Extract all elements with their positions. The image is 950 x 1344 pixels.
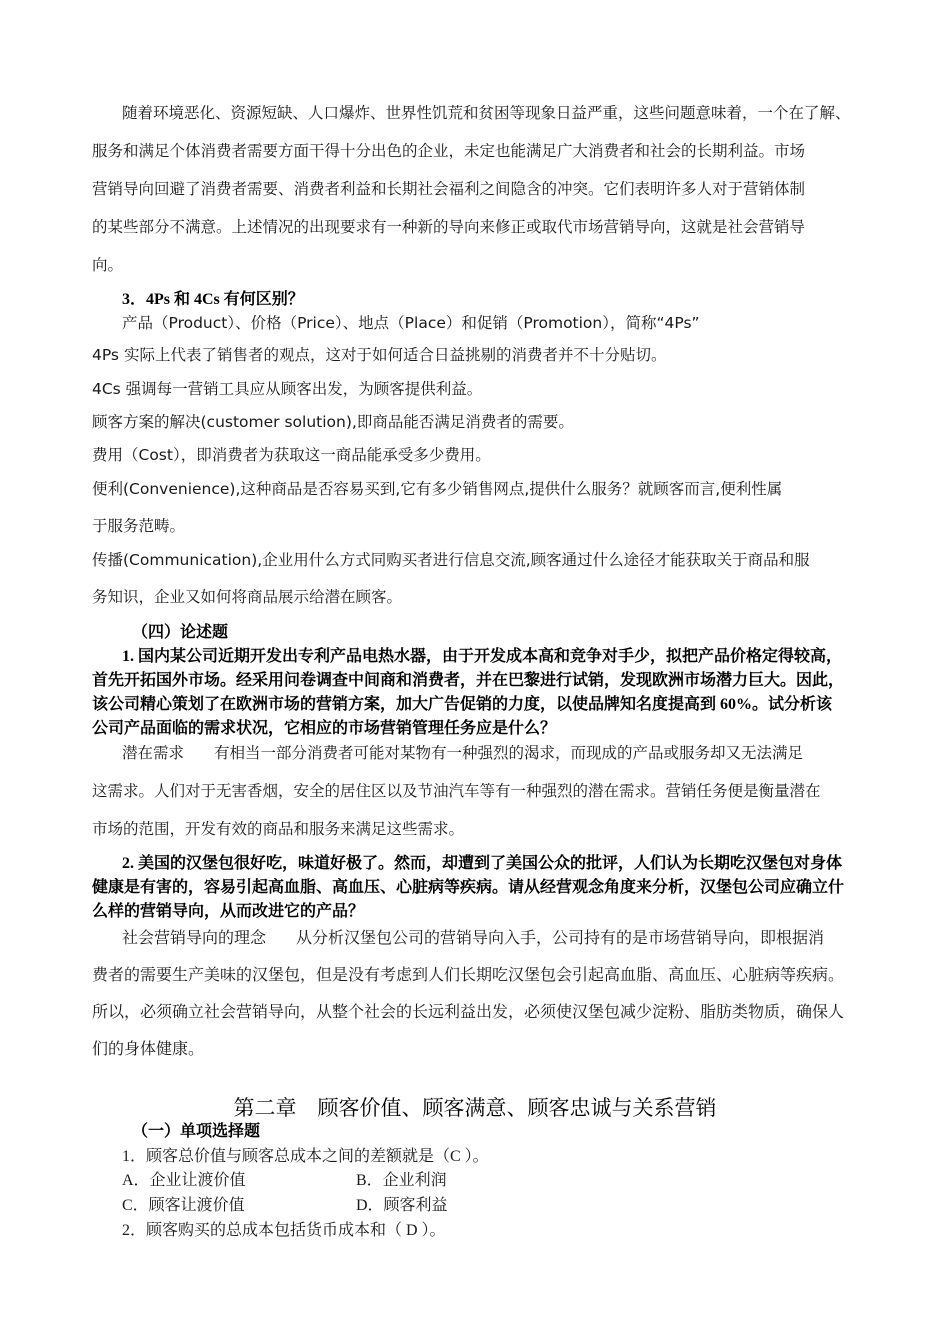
question-line: 2. 美国的汉堡包很好吃，味道好极了。然而，却遭到了美国公众的批评，人们认为长期吃汉堡包对身体 [122,855,843,872]
question-line: 1．顾客总价值与顾客总成本之间的差额就是（C ）。 [122,1148,489,1165]
paragraph-line: 向。 [92,256,124,274]
paragraph-line: 的某些部分不满意。上述情况的出现要求有一种新的导向来修正或取代市场营销导向，这就是社会营销导 [92,218,806,236]
paragraph-line: 随着环境恶化、资源短缺、人口爆炸、世界性饥荒和贫困等现象日益严重，这些问题意味着，一个在了解、 [122,104,851,122]
answer-label: 潜在需求 [122,744,185,762]
question-line: 2．顾客购买的总成本包括货币成本和（ D ）。 [122,1222,446,1239]
question-line: 公司产品面临的需求状况，它相应的市场营销管理任务应是什么？ [92,720,557,737]
answer-line: 顾客方案的解决(customer solution),即商品能否满足消费者的需要。 [92,413,574,431]
question-line: 健康是有害的，容易引起高血脂、高血压、心脏病等疾病。请从经营观念角度来分析，汉堡包公司应确立什 [92,879,845,896]
answer-line: 便利(Convenience),这种商品是否容易买到,它有多少销售网点,提供什么服务？就顾客而言,便利性属 [92,480,783,498]
question-line: 么样的营销导向，从而改进它的产品？ [92,903,365,920]
answer-line: 4Ps 实际上代表了销售者的观点，这对于如何适合日益挑剔的消费者并不十分贴切。 [92,346,667,364]
section-heading: （四）论述题 [132,624,229,641]
question-title: 3．4Ps 和 4Cs 有何区别？ [122,291,304,308]
answer-line: 费用（Cost），即消费者为获取这一商品能承受多少费用。 [92,446,491,464]
answer-line: 所以，必须确立社会营销导向，从整个社会的长远利益出发，必须使汉堡包减少淀粉、脂肪类物质，确保人 [92,1004,845,1021]
answer-line: 费者的需要生产美味的汉堡包，但是没有考虑到人们长期吃汉堡包会引起高血脂、高血压、心脏病等疾病。 [92,967,845,984]
answer-label: 社会营销导向的理念 [122,930,267,947]
answer-text: 从分析汉堡包公司的营销导向入手，公司持有的是市场营销导向，即根据消 [296,930,825,947]
question-line: 1. 国内某公司近期开发出专利产品电热水器，由于开发成本高和竞争对手少，拟把产品价格定得较高， [122,648,843,665]
option-a: A．企业让渡价值 [122,1172,246,1189]
paragraph-line: 服务和满足个体消费者需要方面干得十分出色的企业，未定也能满足广大消费者和社会的长期利益。市场 [92,142,806,160]
answer-line: 传播(Communication),企业用什么方式同购买者进行信息交流,顾客通过什么途径才能获取关于商品和服 [92,551,810,569]
option-b: B．企业利润 [356,1172,447,1189]
answer-line: 这需求。人们对于无害香烟，安全的居住区以及节油汽车等有一种强烈的潜在需求。营销任务便是衡量潜在 [92,782,821,800]
answer-line: 4Cs 强调每一营销工具应从顾客出发，为顾客提供利益。 [92,380,483,398]
answer-line: 市场的范围，开发有效的商品和服务来满足这些需求。 [92,820,465,838]
section-heading: （一）单项选择题 [132,1123,261,1140]
option-c: C．顾客让渡价值 [122,1197,245,1214]
answer-line: 于服务范畴。 [92,517,186,535]
question-line: 首先开拓国外市场。经采用问卷调查中间商和消费者，并在巴黎进行试销，发现欧洲市场潜力巨大。因此， [92,672,845,689]
chapter-title: 第二章 顾客价值、顾客满意、顾客忠诚与关系营销 [233,1096,717,1120]
answer-line: 产品（Product）、价格（Price）、地点（Place）和促销（Promotion），简称“4Ps” [122,314,700,332]
answer-line [122,925,824,948]
answer-text: 有相当一部分消费者可能对某物有一种强烈的渴求，而现成的产品或服务却又无法满足 [214,744,804,762]
answer-line: 务知识，企业又如何将商品展示给潜在顾客。 [92,588,403,606]
answer-line: 们的身体健康。 [92,1041,205,1058]
paragraph-line: 营销导向回避了消费者需要、消费者利益和长期社会福利之间隐含的冲突。它们表明许多人对于营销体制 [92,180,806,198]
option-d: D．顾客利益 [356,1197,448,1214]
question-line: 该公司精心策划了在欧洲市场的营销方案，加大广告促销的力度，以使品牌知名度提高到 60%。试分析该 [92,696,833,713]
answer-line [122,741,803,763]
